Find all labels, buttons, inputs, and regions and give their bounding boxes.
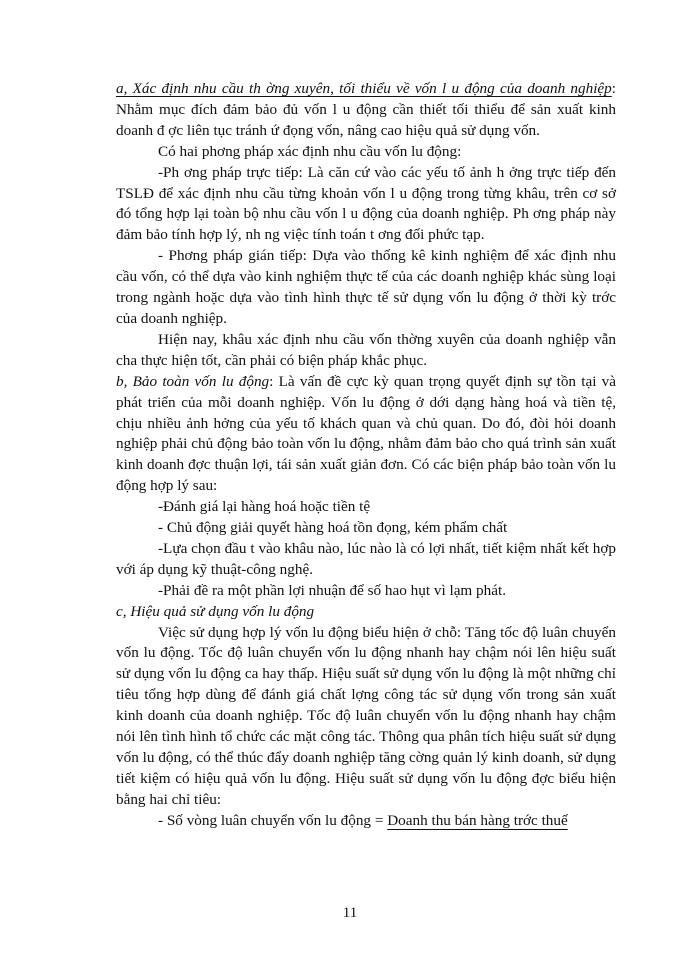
methods-intro: Có hai phơng pháp xác định nhu cầu vốn lu động: [158,142,462,160]
formula-numerator: Doanh thu bán hàng trớc thuế [387,811,568,829]
page-body [116,79,616,832]
section-c-body: Việc sử dụng hợp lý vốn lu động biểu hiện ở chỗ: Tăng tốc độ luân chuyển vốn lu động. Tốc độ luân chuyển vốn lu động nhanh hay chậm nói lên hiệu suất sử dụng vốn lu động ca hay thấp. Hiệu suất sử dụng vốn lu động là một những chỉ tiêu tổng hợp dùng để đánh giá chất lợng công tác sử dụng vốn trong sản xuất kinh doanh của doanh nghiệp. Tốc độ luân chuyển vốn lu động nhanh hay chậm nói lên tình hình tổ chức các mặt công tác. Thông qua phân tích hiệu suất sử dụng vốn lu động, có thể thúc đẩy doanh nghiệp tăng cờng quản lý kinh doanh, sử dụng tiết kiệm có hiệu quả vốn lu động. Hiệu suất sử dụng vốn lu động đợc biểu hiện bằng hai chỉ tiêu: [116,623,616,808]
section-a-body: Nhằm mục đích đảm bảo đủ vốn l u động cần thiết tối thiểu để sản xuất kinh doanh đ ợc liên tục tránh ứ đọng vốn, nâng cao hiệu quả sử dụng vốn. [116,100,616,139]
measure-item: - Chủ động giải quyết hàng hoá tồn đọng, kém phẩm chất [158,519,508,537]
page-number: 11 [342,905,358,921]
method-indirect: - Phơng pháp gián tiếp: Dựa vào thống kê kinh nghiệm để xác định nhu cầu vốn, có thể dựa vào kinh nghiệm thực tế của các doanh nghiệp khác sùng loại trong ngành hoặc dựa vào tình hình thực tế sử dụng vốn lu động ở thời kỳ trớc của doanh nghiệp. [116,247,616,327]
current-status: Hiện nay, khâu xác định nhu cầu vốn thờng xuyên của doanh nghiệp vẫn cha thực hiện tốt, cần phải có biện pháp khắc phục. [116,330,616,369]
section-b-heading: b, Bảo toàn vốn lu động [116,372,270,390]
turnover-formula [116,811,616,832]
section-a-heading-colon: : [611,80,616,97]
section-b-body: : Là vấn đề cực kỳ quan trọng quyết định sự tồn tại và phát triển của mỗi doanh nghiệp. Vốn lu động ở dới dạng hàng hoá và tiền tệ, chịu nhiều ảnh hởng của yếu tố khách quan và chủ quan. Do đó, đòi hỏi doanh nghiệp phải chủ động bảo toàn vốn lu động, nhằm đảm bảo cho quá trình sản xuất kinh doanh đợc thuận lợi, tái sản xuất giản đơn. Có các biện pháp bảo toàn vốn lu động hợp lý sau: [116,372,616,495]
formula-lhs: - Số vòng luân chuyển vốn lu động = [158,811,388,829]
section-b-paragraph [116,372,616,497]
measure-item: -Lựa chọn đầu t vào khâu nào, lúc nào là có lợi nhất, tiết kiệm nhất kết hợp với áp dụng kỹ thuật-công nghệ. [116,539,616,578]
method-direct: -Ph ơng pháp trực tiếp: Là căn cứ vào các yếu tố ảnh h ởng trực tiếp đến TSLĐ để xác định nhu cầu từng khoản vốn l u động trong từng khâu, trên cơ sở đó tổng hợp lại toàn bộ nhu cầu vốn l u động của doanh nghiệp. Ph ơng pháp này đảm bảo tính hợp lý, nh ng việc tính toán t ơng đối phức tạp. [116,163,616,244]
measure-item: -Phải đề ra một phần lợi nhuận để số hao hụt vì lạm phát. [158,581,506,599]
section-a-heading-paragraph [116,79,616,142]
measure-item: -Đánh giá lại hàng hoá hoặc tiền tệ [158,498,371,516]
section-c-heading: c, Hiệu quả sử dụng vốn lu động [116,602,315,620]
section-a-heading: a, Xác định nhu cầu th ờng xuyên, tối thiểu về vốn l u động của doanh nghiệp [116,80,612,97]
